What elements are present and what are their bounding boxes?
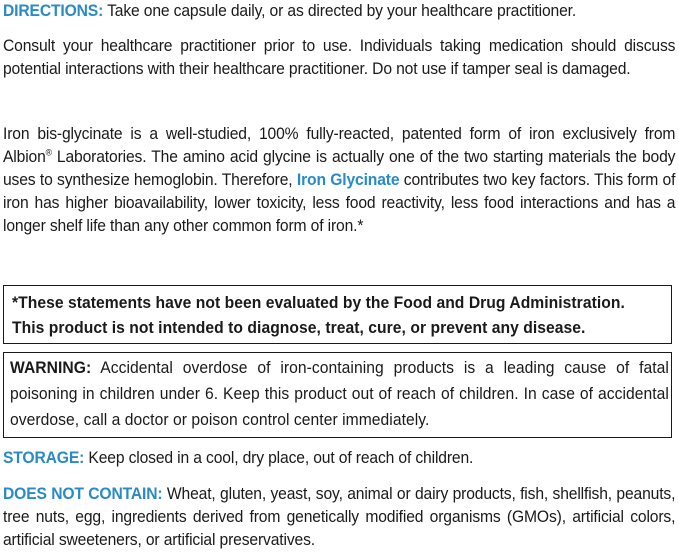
iron-text-b: Laboratories. The amino acid glycine is actually one of the two starting materials the body uses to synthesize hemoglobin. Therefore,	[3, 148, 676, 189]
fda-disclaimer-line-1: *These statements have not been evaluated by the Food and Drug Administration.	[12, 294, 625, 312]
does-not-contain-label: DOES NOT CONTAIN:	[3, 485, 163, 503]
storage-label: STORAGE:	[3, 449, 85, 467]
iron-text-c: contributes two key factors. This form of iron has higher bioavailability, lower toxicity, less food reactivity, less food interactions and has a longer shelf life than any other common form of iron.*	[3, 171, 676, 235]
iron-text-a: Iron bis-glycinate is a well-studied, 100% fully-reacted, patented form of iron exclusively from Albion	[3, 125, 676, 166]
directions-label: DIRECTIONS:	[3, 2, 104, 20]
storage-paragraph	[3, 447, 675, 470]
consult-paragraph: Consult your healthcare practitioner prior to use. Individuals taking medication should discuss potential interactions with their healthcare practitioner. Do not use if tamper seal is damaged.	[3, 37, 676, 78]
warning-paragraph	[10, 355, 669, 433]
iron-glycinate-highlight: Iron Glycinate	[296, 171, 400, 189]
warning-text: Accidental overdose of iron-containing products is a leading cause of fatal poisoning in children under 6. Keep this product out of reach of children. In case of accidental overdose, call a doctor or poison control center immediately.	[10, 359, 669, 429]
fda-disclaimer-box	[3, 285, 672, 344]
directions-paragraph	[3, 0, 675, 23]
warning-box	[3, 352, 672, 438]
does-not-contain-text: Wheat, gluten, yeast, soy, animal or dairy products, fish, shellfish, peanuts, tree nuts, egg, ingredients derived from genetically modified organisms (GMOs), artificial colors, artificial sweeteners, or artificial preservatives.	[3, 485, 676, 549]
warning-label: WARNING:	[10, 359, 92, 377]
directions-text: Take one capsule daily, or as directed by your healthcare practitioner.	[103, 2, 577, 20]
storage-text: Keep closed in a cool, dry place, out of reach of children.	[84, 449, 474, 467]
registered-mark: ®	[45, 147, 52, 158]
does-not-contain-paragraph	[3, 483, 675, 552]
fda-disclaimer-line-2: This product is not intended to diagnose, treat, cure, or prevent any disease.	[12, 319, 586, 337]
iron-description-paragraph	[3, 123, 675, 238]
